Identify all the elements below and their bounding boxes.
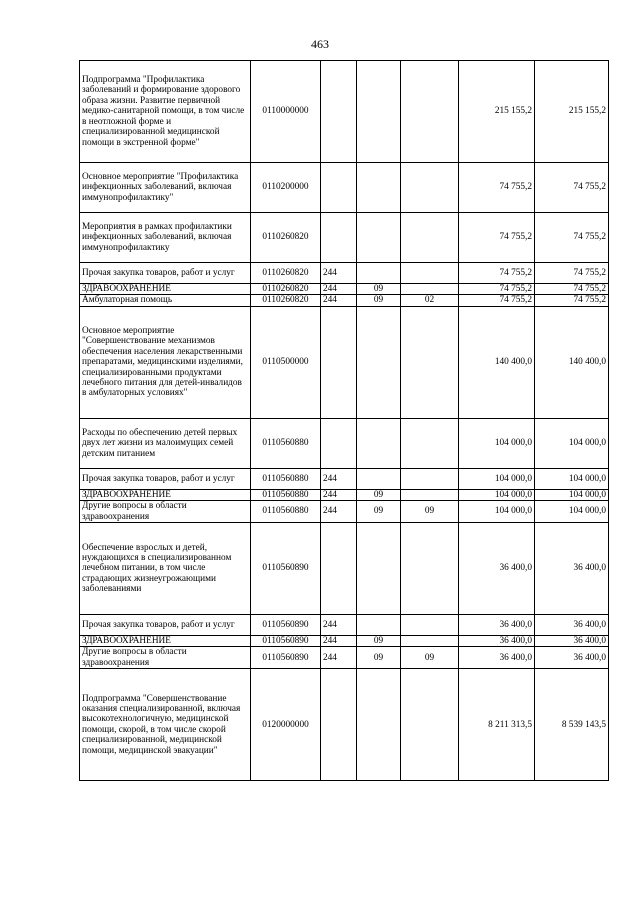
row-name-cell: ЗДРАВООХРАНЕНИЕ (80, 636, 251, 647)
row-expense-type-cell: 244 (321, 263, 357, 284)
row-amount-1-cell: 74 755,2 (459, 295, 535, 306)
row-name-cell: Амбулаторная помощь (80, 295, 251, 306)
row-code-cell: 0110000000 (251, 61, 321, 163)
table-row (80, 306, 609, 418)
row-code-cell: 0110560890 (251, 523, 321, 615)
row-name-cell: Прочая закупка товаров, работ и услуг (80, 615, 251, 636)
row-expense-type-cell: 244 (321, 295, 357, 306)
row-expense-type-cell: 244 (321, 501, 357, 523)
row-expense-type-cell (321, 61, 357, 163)
row-expense-type-cell: 244 (321, 647, 357, 669)
row-amount-1-cell: 74 755,2 (459, 284, 535, 295)
row-section-cell (357, 163, 401, 213)
row-section-cell (357, 468, 401, 489)
table-row (80, 669, 609, 781)
row-name-cell: Основное мероприятие "Профилактика инфекционных заболеваний, включая иммунопрофилактику" (80, 163, 251, 213)
row-amount-2-cell: 215 155,2 (535, 61, 609, 163)
row-expense-type-cell: 244 (321, 284, 357, 295)
row-code-cell: 0110560880 (251, 418, 321, 468)
row-subsection-cell (401, 636, 459, 647)
row-section-cell (357, 523, 401, 615)
row-subsection-cell (401, 489, 459, 500)
row-expense-type-cell: 244 (321, 636, 357, 647)
row-code-cell: 0110560880 (251, 468, 321, 489)
row-subsection-cell (401, 213, 459, 263)
row-amount-2-cell: 74 755,2 (535, 163, 609, 213)
row-amount-1-cell: 140 400,0 (459, 306, 535, 418)
table-row (80, 501, 609, 523)
row-amount-2-cell: 36 400,0 (535, 636, 609, 647)
row-amount-1-cell: 36 400,0 (459, 647, 535, 669)
row-name-cell: Другие вопросы в области здравоохранения (80, 647, 251, 669)
row-subsection-cell (401, 284, 459, 295)
row-amount-1-cell: 104 000,0 (459, 501, 535, 523)
table-row (80, 489, 609, 500)
row-code-cell: 0110260820 (251, 213, 321, 263)
row-expense-type-cell (321, 213, 357, 263)
row-name-cell: Другие вопросы в области здравоохранения (80, 501, 251, 523)
row-amount-1-cell: 36 400,0 (459, 615, 535, 636)
row-code-cell: 0110560880 (251, 501, 321, 523)
row-code-cell: 0110560890 (251, 636, 321, 647)
row-subsection-cell (401, 61, 459, 163)
row-section-cell (357, 418, 401, 468)
row-section-cell (357, 306, 401, 418)
row-expense-type-cell: 244 (321, 489, 357, 500)
row-subsection-cell (401, 669, 459, 781)
row-code-cell: 0110260820 (251, 263, 321, 284)
row-amount-1-cell: 74 755,2 (459, 263, 535, 284)
row-subsection-cell (401, 615, 459, 636)
row-amount-2-cell: 140 400,0 (535, 306, 609, 418)
table-row (80, 468, 609, 489)
row-amount-2-cell: 104 000,0 (535, 418, 609, 468)
row-amount-1-cell: 74 755,2 (459, 213, 535, 263)
row-subsection-cell (401, 163, 459, 213)
table-row (80, 263, 609, 284)
row-amount-2-cell: 74 755,2 (535, 284, 609, 295)
row-name-cell: Расходы по обеспечению детей первых двух лет жизни из малоимущих семей детским питанием (80, 418, 251, 468)
table-row (80, 647, 609, 669)
table-row (80, 295, 609, 306)
row-name-cell: ЗДРАВООХРАНЕНИЕ (80, 489, 251, 500)
row-amount-1-cell: 74 755,2 (459, 163, 535, 213)
row-subsection-cell: 02 (401, 295, 459, 306)
row-code-cell: 0110200000 (251, 163, 321, 213)
row-name-cell: Обеспечение взрослых и детей, нуждающихся в специализированном лечебном питании, в том числе страдающих жизнеугрожающими заболеваниями (80, 523, 251, 615)
row-name-cell: Подпрограмма "Профилактика заболеваний и формирование здорового образа жизни. Развитие первичной медико-санитарной помощи, в том числе в неотложной форме и специализированной медицинской помощи в экстренной форме" (80, 61, 251, 163)
row-name-cell: ЗДРАВООХРАНЕНИЕ (80, 284, 251, 295)
row-amount-1-cell: 104 000,0 (459, 489, 535, 500)
row-amount-2-cell: 104 000,0 (535, 501, 609, 523)
table-row (80, 523, 609, 615)
row-amount-1-cell: 36 400,0 (459, 636, 535, 647)
table-row (80, 163, 609, 213)
row-amount-2-cell: 74 755,2 (535, 213, 609, 263)
row-amount-2-cell: 104 000,0 (535, 489, 609, 500)
row-section-cell (357, 615, 401, 636)
row-amount-2-cell: 36 400,0 (535, 523, 609, 615)
row-name-cell: Прочая закупка товаров, работ и услуг (80, 263, 251, 284)
row-section-cell: 09 (357, 489, 401, 500)
row-amount-2-cell: 36 400,0 (535, 615, 609, 636)
row-amount-2-cell: 74 755,2 (535, 263, 609, 284)
row-code-cell: 0110560890 (251, 647, 321, 669)
row-expense-type-cell (321, 669, 357, 781)
row-amount-2-cell: 36 400,0 (535, 647, 609, 669)
row-expense-type-cell (321, 523, 357, 615)
row-expense-type-cell: 244 (321, 468, 357, 489)
row-expense-type-cell: 244 (321, 615, 357, 636)
table-row (80, 284, 609, 295)
row-subsection-cell (401, 306, 459, 418)
row-code-cell: 0110560880 (251, 489, 321, 500)
row-code-cell: 0120000000 (251, 669, 321, 781)
row-section-cell (357, 669, 401, 781)
table-row (80, 636, 609, 647)
row-subsection-cell: 09 (401, 647, 459, 669)
row-name-cell: Основное мероприятие "Совершенствование механизмов обеспечения населения лекарственными препаратами, медицинскими изделиями, специализированными продуктами лечебного питания для детей-инвалидов в амбулаторных условиях" (80, 306, 251, 418)
row-section-cell (357, 61, 401, 163)
row-code-cell: 0110500000 (251, 306, 321, 418)
table-row (80, 418, 609, 468)
row-subsection-cell (401, 418, 459, 468)
row-name-cell: Прочая закупка товаров, работ и услуг (80, 468, 251, 489)
table-row (80, 61, 609, 163)
row-amount-2-cell: 104 000,0 (535, 468, 609, 489)
row-code-cell: 0110260820 (251, 295, 321, 306)
row-amount-2-cell: 8 539 143,5 (535, 669, 609, 781)
row-subsection-cell (401, 468, 459, 489)
row-amount-1-cell: 8 211 313,5 (459, 669, 535, 781)
page-number: 463 (311, 37, 329, 51)
row-section-cell: 09 (357, 501, 401, 523)
row-subsection-cell: 09 (401, 501, 459, 523)
row-code-cell: 0110260820 (251, 284, 321, 295)
row-section-cell (357, 263, 401, 284)
row-expense-type-cell (321, 306, 357, 418)
row-amount-2-cell: 74 755,2 (535, 295, 609, 306)
row-amount-1-cell: 104 000,0 (459, 468, 535, 489)
row-subsection-cell (401, 263, 459, 284)
row-code-cell: 0110560890 (251, 615, 321, 636)
row-subsection-cell (401, 523, 459, 615)
row-name-cell: Подпрограмма "Совершенствование оказания специализированной, включая высокотехнологичную, медицинской помощи, скорой, в том числе скорой специализированной, медицинской помощи, медицинской эвакуации" (80, 669, 251, 781)
table-row (80, 213, 609, 263)
row-name-cell: Мероприятия в рамках профилактики инфекционных заболеваний, включая иммунопрофилактику (80, 213, 251, 263)
row-expense-type-cell (321, 163, 357, 213)
row-amount-1-cell: 104 000,0 (459, 418, 535, 468)
budget-table (79, 60, 609, 781)
row-expense-type-cell (321, 418, 357, 468)
row-section-cell: 09 (357, 295, 401, 306)
row-section-cell (357, 213, 401, 263)
table-row (80, 615, 609, 636)
row-section-cell: 09 (357, 284, 401, 295)
row-section-cell: 09 (357, 647, 401, 669)
row-section-cell: 09 (357, 636, 401, 647)
row-amount-1-cell: 36 400,0 (459, 523, 535, 615)
row-amount-1-cell: 215 155,2 (459, 61, 535, 163)
